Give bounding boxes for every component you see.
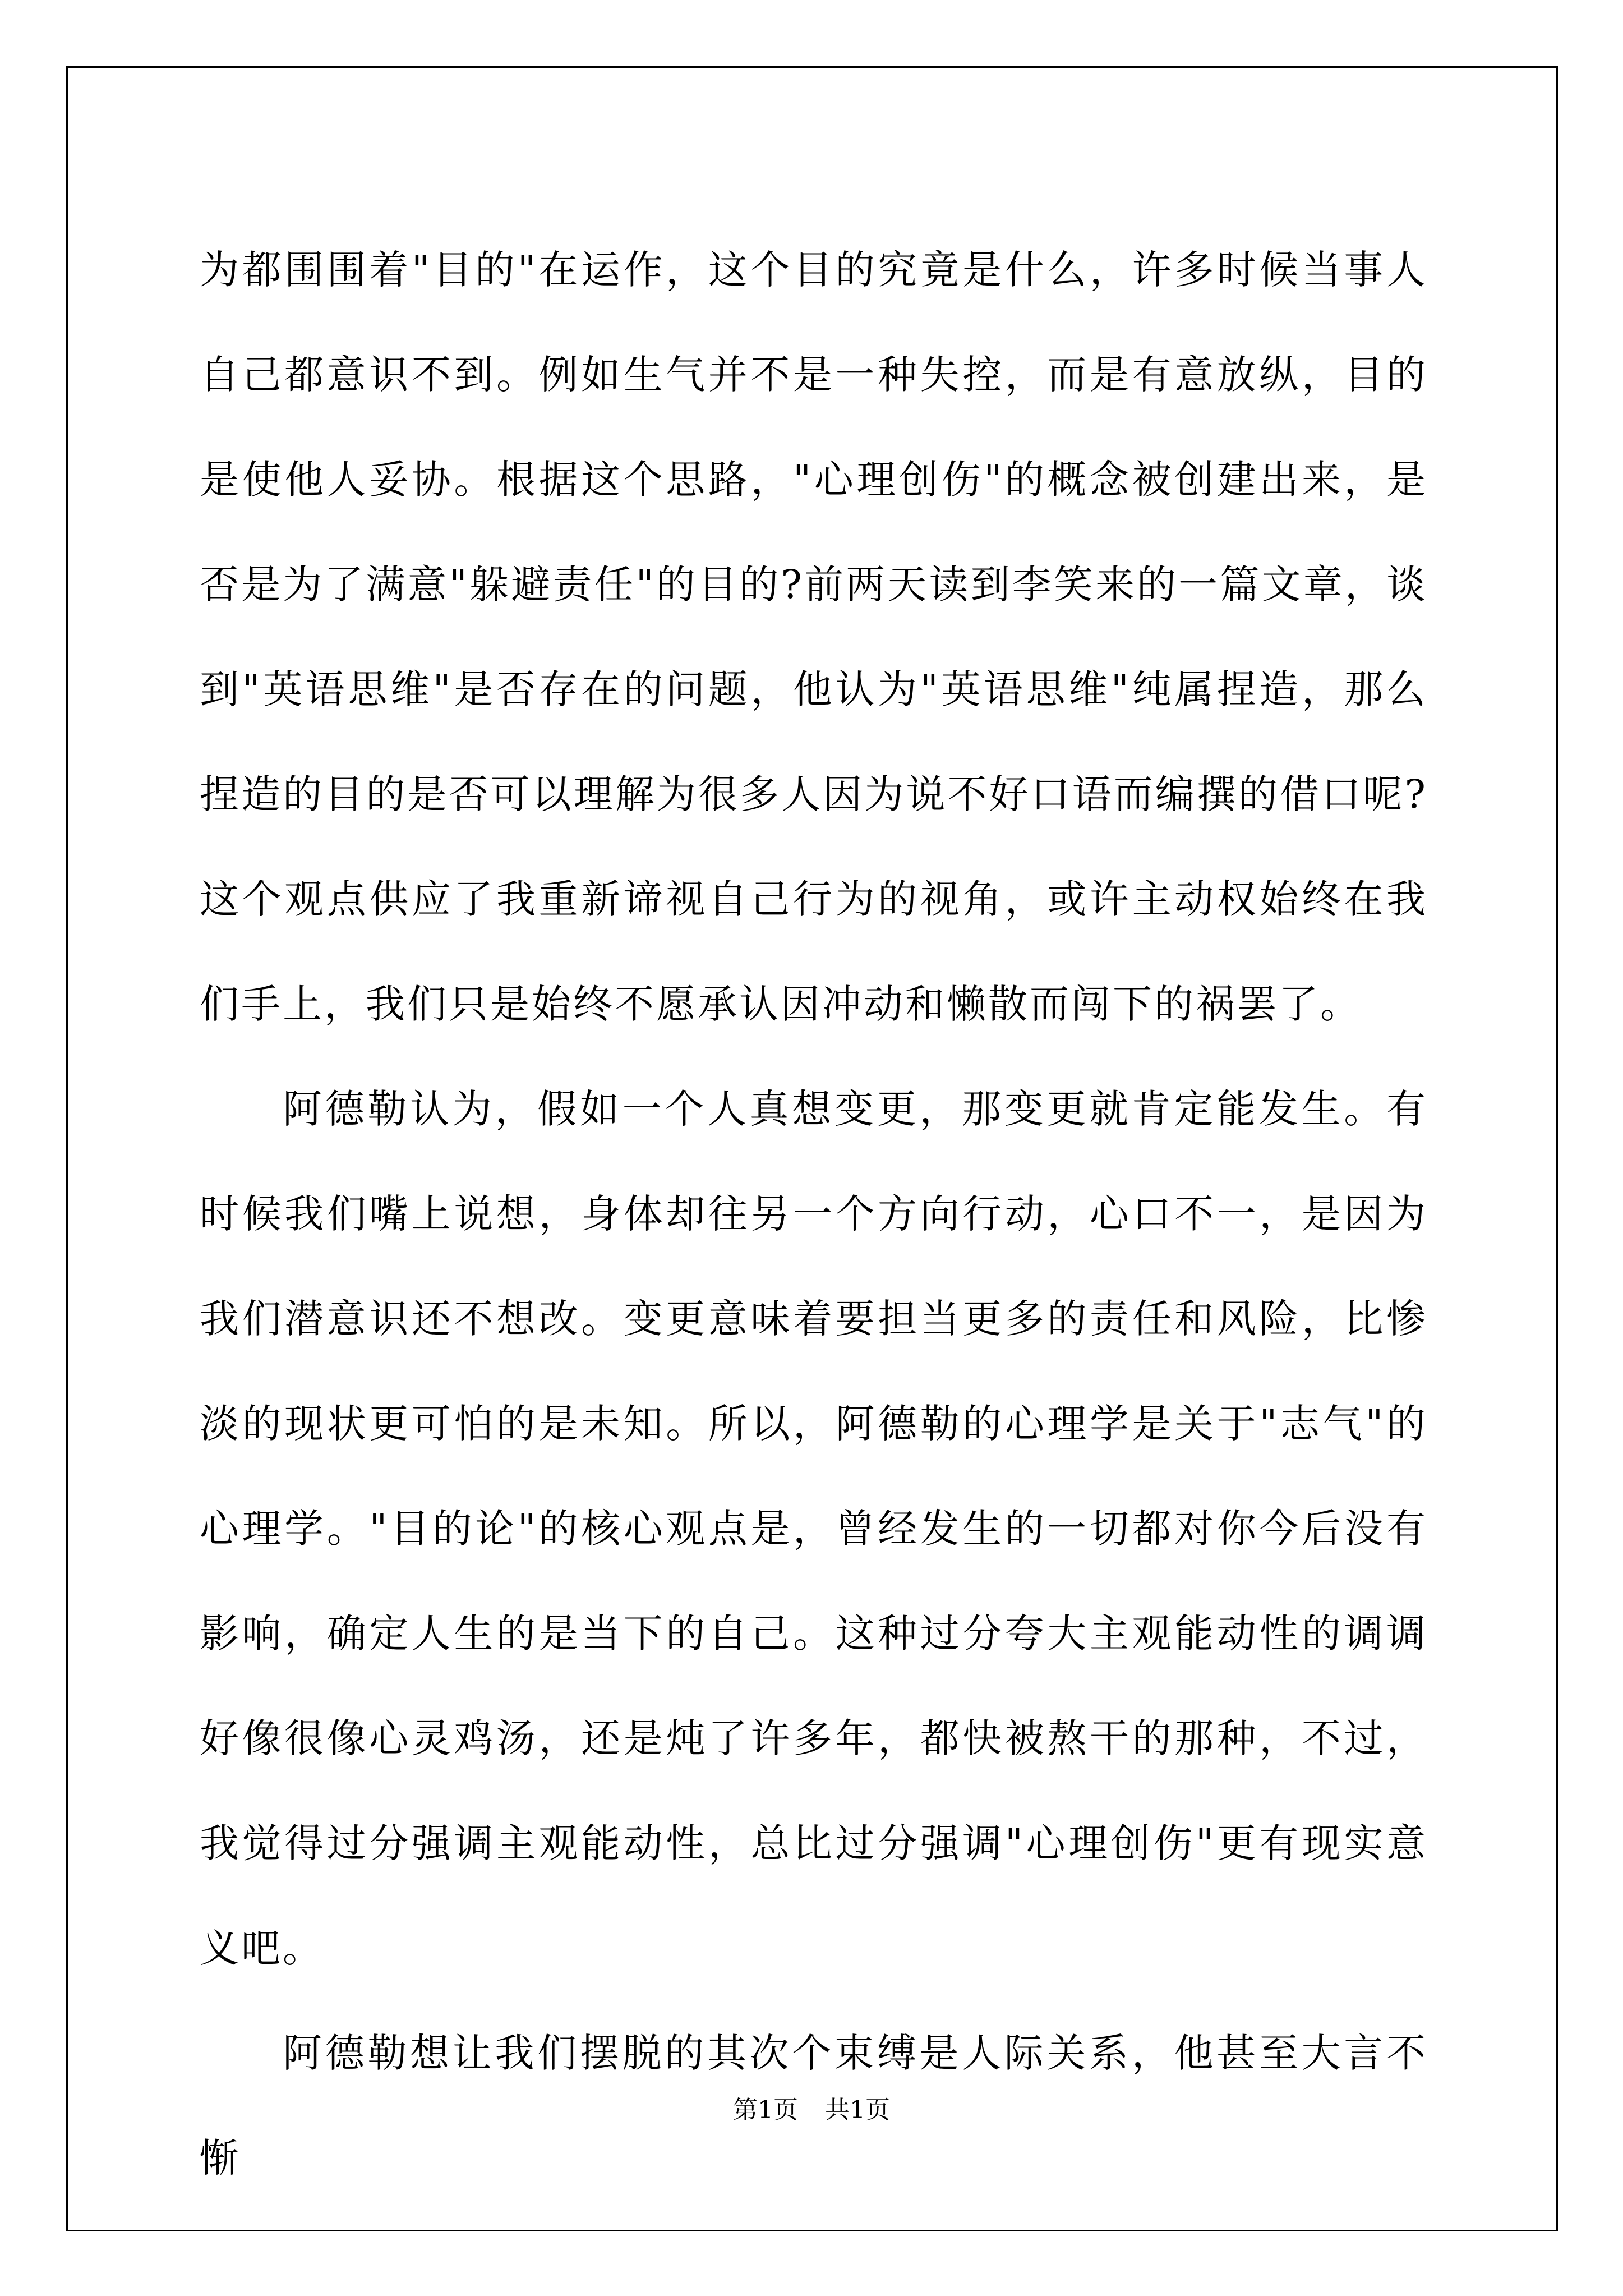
paragraph-3: 阿德勒想让我们摆脱的其次个束缚是人际关系，他甚至大言不惭 <box>200 2030 1428 2181</box>
document-body <box>200 218 1428 2211</box>
page-footer <box>0 2090 1623 2125</box>
page-total: 共1页 <box>825 2096 890 2124</box>
page-number: 第1页 <box>733 2096 798 2124</box>
paragraph-1: 为都围围着"目的"在运作，这个目的究竟是什么，许多时候当事人自己都意识不到。例如生气并不是一种失控，而是有意放纵，目的是使他人妥协。根据这个思路，"心理创伤"的概念被创建出来，是否是为了满意"躲避责任"的目的?前两天读到李笑来的一篇文章，谈到"英语思维"是否存在的问题，他认为"英语思维"纯属捏造，那么捏造的目的是否可以理解为很多人因为说不好口语而编撰的借口呢?这个观点供应了我重新谛视自己行为的视角，或许主动权始终在我们手上，我们只是始终不愿承认因冲动和懒散而闯下的祸罢了。 <box>200 247 1428 1027</box>
paragraph-2: 阿德勒认为，假如一个人真想变更，那变更就肯定能发生。有时候我们嘴上说想，身体却往另一个方向行动，心口不一，是因为我们潜意识还不想改。变更意味着要担当更多的责任和风险，比惨淡的现状更可怕的是未知。所以，阿德勒的心理学是关于"志气"的心理学。"目的论"的核心观点是，曾经发生的一切都对你今后没有影响，确定人生的是当下的自己。这种过分夸大主观能动性的调调好像很像心灵鸡汤，还是炖了许多年，都快被熬干的那种，不过，我觉得过分强调主观能动性，总比过分强调"心理创伤"更有现实意义吧。 <box>200 1086 1428 1971</box>
